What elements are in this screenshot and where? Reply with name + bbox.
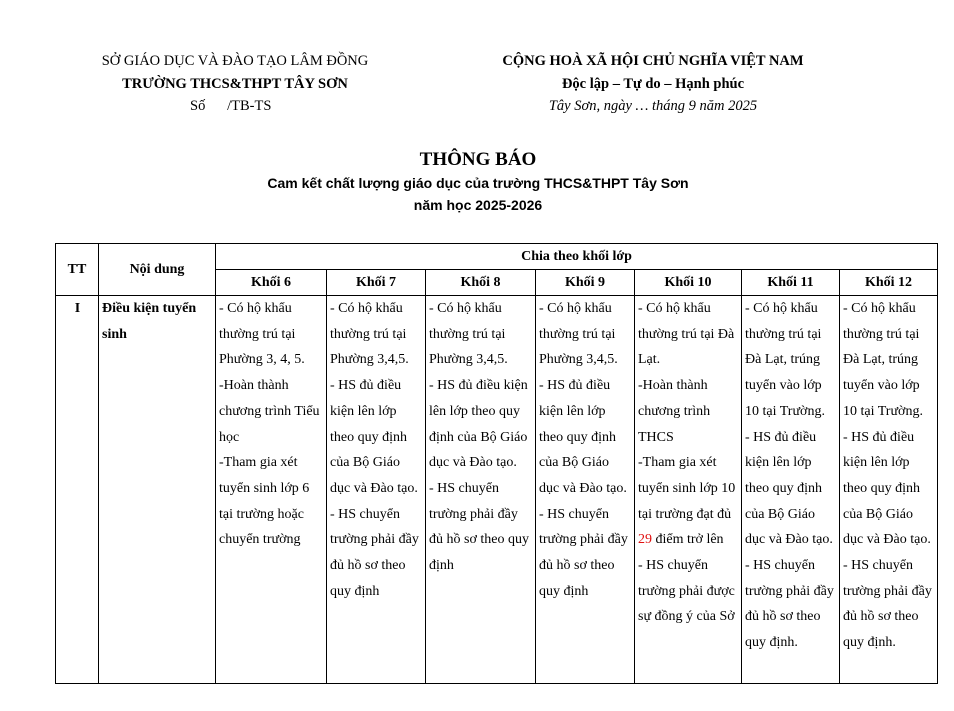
- commitment-table: [55, 243, 938, 684]
- grade-header: Khối 9: [536, 270, 635, 296]
- grade-header: Khối 6: [216, 270, 327, 296]
- grade-header: Khối 11: [742, 270, 840, 296]
- cell-khoi-7: [327, 296, 426, 684]
- number-label: Số: [190, 98, 206, 114]
- col-tt: TT: [56, 244, 99, 296]
- score-threshold: 29: [638, 532, 652, 548]
- row-content: [99, 296, 216, 684]
- cell-khoi-11: [742, 296, 840, 684]
- cell-text: - Có hộ khẩu thường trú tại Phường 3,4,5. - HS đủ điều kiện lên lớp theo quy định của Bộ Giáo dục và Đào tạo. - HS chuyển trường phải đầy đủ hồ sơ theo quy định: [539, 301, 628, 599]
- header-left: [60, 50, 410, 118]
- subtitle-line-1: Cam kết chất lượng giáo dục của trường THCS&THPT Tây Sơn: [267, 175, 689, 191]
- cell-text: - Có hộ khẩu thường trú tại Đà Lạt, trúng tuyển vào lớp 10 tại Trường. - HS đủ điều kiện lên lớp theo quy định của Bộ Giáo dục và Đào tạo. - HS chuyển trường phải đầy đủ hồ sơ theo quy định.: [843, 301, 932, 651]
- school-name: TRƯỜNG THCS&THPT TÂY SƠN: [122, 75, 348, 92]
- department-name: SỞ GIÁO DỤC VÀ ĐÀO TẠO LÂM ĐỒNG: [101, 53, 369, 69]
- cell-khoi-8: [426, 296, 536, 684]
- place-date: Tây Sơn, ngày … tháng 9 năm 2025: [548, 98, 758, 114]
- cell-text: - Có hộ khẩu thường trú tại Phường 3, 4, 5. -Hoàn thành chương trình Tiểu học -Tham gia xét tuyển sinh lớp 6 tại trường hoặc chuyển trường: [219, 301, 320, 548]
- row-content-text: Điều kiện tuyển sinh: [102, 301, 197, 342]
- cell-text-part: - Có hộ khẩu thường trú tại Đà Lạt. -Hoàn thành chương trình THCS -Tham gia xét tuyển sinh lớp 10 tại trường đạt đủ: [638, 301, 736, 522]
- row-number: [56, 296, 99, 684]
- cell-text-part: điểm trở lên - HS chuyển trường phải được sự đồng ý của Sở: [638, 532, 735, 625]
- cell-text: - Có hộ khẩu thường trú tại Phường 3,4,5. - HS đủ điều kiện lên lớp theo quy định của Bộ Giáo dục và Đào tạo. - HS chuyển trường phải đầy đủ hồ sơ theo quy định: [429, 301, 529, 574]
- cell-khoi-10: [635, 296, 742, 684]
- cell-text: - Có hộ khẩu thường trú tại Phường 3,4,5. - HS đủ điều kiện lên lớp theo quy định của Bộ Giáo dục và Đào tạo. - HS chuyển trường phải đầy đủ hồ sơ theo quy định: [330, 301, 419, 599]
- cell-khoi-9: [536, 296, 635, 684]
- row-number-text: I: [74, 301, 81, 316]
- grade-header: Khối 8: [426, 270, 536, 296]
- cell-khoi-12: [840, 296, 938, 684]
- col-content: Nội dung: [99, 244, 216, 296]
- cell-text: - Có hộ khẩu thường trú tại Đà Lạt, trúng tuyển vào lớp 10 tại Trường. - HS đủ điều kiện lên lớp theo quy định của Bộ Giáo dục và Đào tạo. - HS chuyển trường phải đầy đủ hồ sơ theo quy định.: [745, 301, 834, 651]
- col-group: Chia theo khối lớp: [216, 244, 938, 270]
- motto: Độc lập – Tự do – Hạnh phúc: [561, 75, 745, 92]
- subtitle-line-2: năm học 2025-2026: [413, 197, 543, 213]
- country-name: CỘNG HOÀ XÃ HỘI CHỦ NGHĨA VIỆT NAM: [502, 53, 804, 69]
- number-code: /TB-TS: [227, 98, 272, 114]
- page-title: THÔNG BÁO: [419, 149, 537, 170]
- title-block: [150, 148, 806, 216]
- grade-header: Khối 7: [327, 270, 426, 296]
- cell-text: [635, 296, 741, 630]
- grade-header: Khối 12: [840, 270, 938, 296]
- cell-khoi-6: [216, 296, 327, 684]
- grade-header: Khối 10: [635, 270, 742, 296]
- header-right: [478, 50, 828, 118]
- table-row: [56, 296, 938, 684]
- header-row-1: [56, 244, 938, 270]
- document-number: [60, 95, 410, 118]
